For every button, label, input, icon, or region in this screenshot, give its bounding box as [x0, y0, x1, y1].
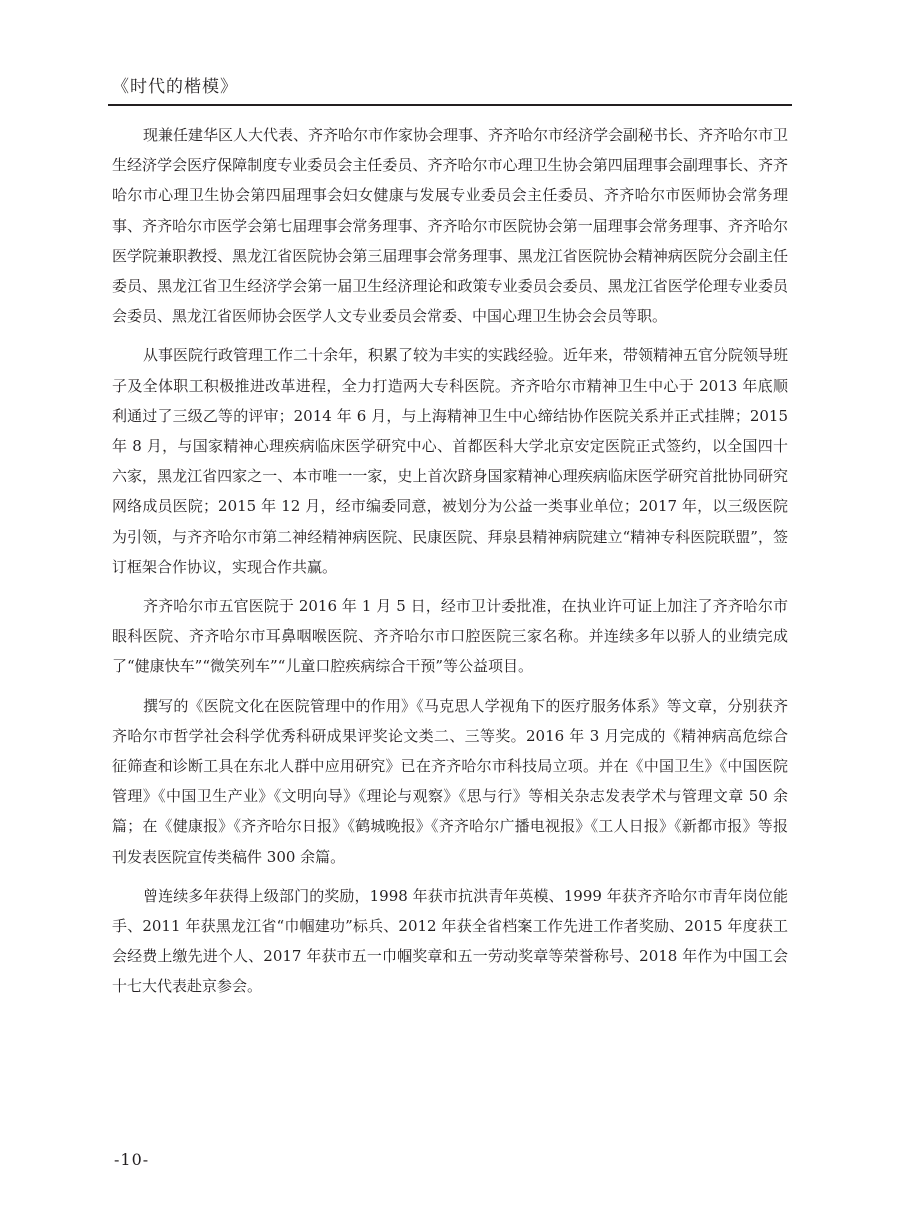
paragraph-publications: 撰写的《医院文化在医院管理中的作用》《马克思人学视角下的医疗服务体系》等文章，分别获齐齐哈尔市哲学社会科学优秀科研成果评奖论文类二、三等奖。2016 年 3 月完成的《精神病高危综合征筛查和诊断工具在东北人群中应用研究》已在齐齐哈尔市科技局立项。并在《中国卫生》《中国医院管理》《中国卫生产业》《文明向导》《理论与观察》《思与行》等相关杂志发表学术与管理文章 50 余篇；在《健康报》《齐齐哈尔日报》《鹤城晚报》《齐齐哈尔广播电视报》《工人日报》《新都市报》等报刊发表医院宣传类稿件 300 余篇。: [112, 696, 788, 866]
page-number: -10-: [114, 1150, 150, 1169]
paragraph-experience: 从事医院行政管理工作二十余年，积累了较为丰实的实践经验。近年来，带领精神五官分院领导班子及全体职工积极推进改革进程，全力打造两大专科医院。齐齐哈尔市精神卫生中心于 2013 年底顺利通过了三级乙等的评审；2014 年 6 月，与上海精神卫生中心缔结协作医院关系并正式挂牌；2015 年 8 月，与国家精神心理疾病临床医学研究中心、首都医科大学北京安定医院正式签约，以全国四十六家，黑龙江省四家之一、本市唯一一家，史上首次跻身国家精神心理疾病临床医学研究首批协同研究网络成员医院；2015 年 12 月，经市编委同意，被划分为公益一类事业单位；2017 年，以三级医院为引领，与齐齐哈尔市第二神经精神病医院、民康医院、拜泉县精神病院建立“精神专科医院联盟”，签订框架合作协议，实现合作共赢。: [112, 346, 789, 576]
article-body: [112, 120, 788, 1011]
header-divider: [108, 104, 792, 106]
running-header-title: 《时代的楷模》: [112, 77, 238, 97]
paragraph-eye-ent-hospital: 齐齐哈尔市五官医院于 2016 年 1 月 5 日，经市卫计委批准，在执业许可证上加注了齐齐哈尔市眼科医院、齐齐哈尔市耳鼻咽喉医院、齐齐哈尔市口腔医院三家名称。并连续多年以骄人的业绩完成了“健康快车”“微笑列车”“儿童口腔疾病综合干预”等公益项目。: [112, 597, 788, 676]
paragraph-awards: 曾连续多年获得上级部门的奖励，1998 年获市抗洪青年英模、1999 年获齐齐哈尔市青年岗位能手、2011 年获黑龙江省“巾帼建功”标兵、2012 年获全省档案工作先进工作者奖励、2015 年度获工会经费上缴先进个人、2017 年获市五一巾帼奖章和五一劳动奖章等荣誉称号、2018 年作为中国工会十七大代表赴京参会。: [112, 886, 788, 996]
paragraph-positions: 现兼任建华区人大代表、齐齐哈尔市作家协会理事、齐齐哈尔市经济学会副秘书长、齐齐哈尔市卫生经济学会医疗保障制度专业委员会主任委员、齐齐哈尔市心理卫生协会第四届理事会副理事长、齐齐哈尔市心理卫生协会第四届理事会妇女健康与发展专业委员会主任委员、齐齐哈尔市医师协会常务理事、齐齐哈尔市医学会第七届理事会常务理事、齐齐哈尔市医院协会第一届理事会常务理事、齐齐哈尔医学院兼职教授、黑龙江省医院协会第三届理事会常务理事、黑龙江省医院协会精神病医院分会副主任委员、黑龙江省卫生经济学会第一届卫生经济理论和政策专业委员会委员、黑龙江省医学伦理专业委员会委员、黑龙江省医师协会医学人文专业委员会常委、中国心理卫生协会会员等职。: [112, 126, 789, 326]
